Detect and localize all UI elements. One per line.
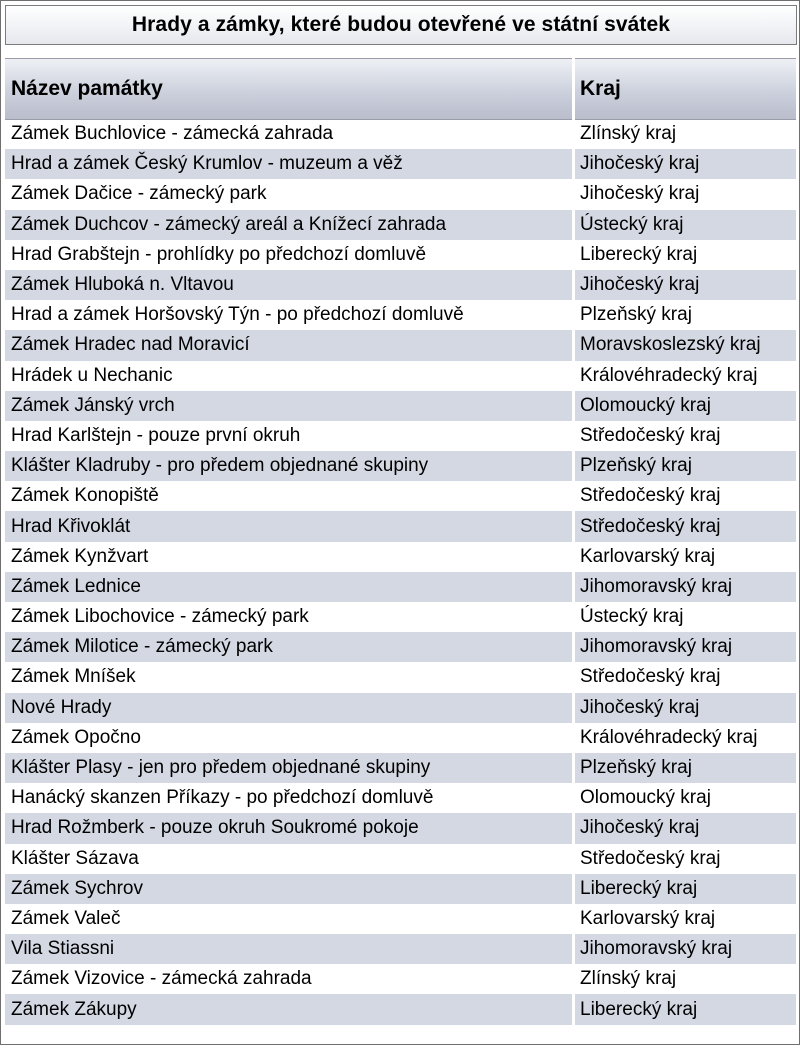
cell-name: Zámek Lednice [11, 575, 141, 597]
cell-region: Karlovarský kraj [580, 545, 716, 567]
cell-region: Jihočeský kraj [580, 696, 700, 718]
table-row [5, 300, 796, 330]
table-row [5, 813, 796, 843]
cell-name: Zámek Konopiště [11, 485, 159, 507]
cell-region: Středočeský kraj [580, 666, 721, 688]
table-row [5, 240, 796, 270]
table-row [5, 210, 796, 240]
table-body [5, 119, 796, 1025]
table-row [5, 964, 796, 994]
cell-name: Zámek Milotice - zámecký park [11, 636, 273, 658]
cell-name: Zámek Hluboká n. Vltavou [11, 274, 234, 296]
cell-name: Hrad Rožmberk - pouze okruh Soukromé pokoje [11, 817, 419, 839]
cell-name: Klášter Sázava [11, 847, 139, 869]
cell-region: Královéhradecký kraj [580, 364, 758, 386]
cell-name: Hrad a zámek Horšovský Týn - po předchozí domluvě [11, 304, 464, 326]
table-row [5, 270, 796, 300]
cell-region: Ústecký kraj [580, 606, 684, 628]
cell-name: Nové Hrady [11, 696, 112, 718]
table-row [5, 119, 796, 149]
table-row [5, 994, 796, 1024]
cell-name: Zámek Hradec nad Moravicí [11, 334, 250, 356]
table-row [5, 844, 796, 874]
cell-region: Zlínský kraj [580, 123, 677, 145]
table-row [5, 391, 796, 421]
cell-name: Vila Stiassni [11, 938, 115, 960]
cell-region: Jihočeský kraj [580, 817, 700, 839]
cell-region: Královéhradecký kraj [580, 726, 758, 748]
cell-region: Liberecký kraj [580, 243, 698, 265]
cell-region: Středočeský kraj [580, 515, 721, 537]
table-row [5, 934, 796, 964]
cell-region: Plzeňský kraj [580, 455, 692, 477]
table-row [5, 149, 796, 179]
column-header-name: Název památky [11, 77, 163, 100]
table-row [5, 874, 796, 904]
cell-name: Zámek Vizovice - zámecká zahrada [11, 968, 312, 990]
cell-region: Středočeský kraj [580, 485, 721, 507]
table-row [5, 662, 796, 692]
cell-region: Jihomoravský kraj [580, 575, 733, 597]
cell-name: Zámek Kynžvart [11, 545, 149, 567]
cell-region: Středočeský kraj [580, 847, 721, 869]
cell-name: Hrad Křivoklát [11, 515, 131, 537]
cell-name: Zámek Zákupy [11, 998, 137, 1020]
cell-region: Liberecký kraj [580, 998, 698, 1020]
column-header-region: Kraj [580, 77, 621, 100]
cell-region: Jihomoravský kraj [580, 636, 733, 658]
cell-region: Plzeňský kraj [580, 757, 692, 779]
table-row [5, 511, 796, 541]
cell-region: Jihočeský kraj [580, 153, 700, 175]
cell-region: Jihočeský kraj [580, 183, 700, 205]
cell-region: Jihočeský kraj [580, 274, 700, 296]
cell-name: Zámek Duchcov - zámecký areál a Knížecí zahrada [11, 213, 447, 235]
table-row [5, 572, 796, 602]
cell-name: Zámek Buchlovice - zámecká zahrada [11, 123, 334, 145]
cell-name: Klášter Plasy - jen pro předem objednané skupiny [11, 757, 431, 779]
cell-region: Karlovarský kraj [580, 907, 716, 929]
cell-name: Zámek Mníšek [11, 666, 136, 688]
table-row [5, 632, 796, 662]
cell-name: Klášter Kladruby - pro předem objednané skupiny [11, 455, 429, 477]
cell-region: Olomoucký kraj [580, 787, 711, 809]
table-row [5, 693, 796, 723]
cell-region: Plzeňský kraj [580, 304, 692, 326]
table-row [5, 602, 796, 632]
cell-region: Liberecký kraj [580, 877, 698, 899]
cell-region: Středočeský kraj [580, 424, 721, 446]
table-row [5, 361, 796, 391]
cell-region: Olomoucký kraj [580, 394, 711, 416]
table-row [5, 481, 796, 511]
table-row [5, 753, 796, 783]
cell-name: Hrad Grabštejn - prohlídky po předchozí domluvě [11, 243, 427, 265]
table-row [5, 421, 796, 451]
cell-name: Zámek Libochovice - zámecký park [11, 606, 309, 628]
cell-name: Zámek Jánský vrch [11, 394, 175, 416]
table-row [5, 904, 796, 934]
column-divider [572, 58, 575, 1028]
cell-name: Hrad Karlštejn - pouze první okruh [11, 424, 301, 446]
table-row [5, 783, 796, 813]
table-row [5, 330, 796, 360]
cell-name: Zámek Valeč [11, 907, 121, 929]
table-header [5, 58, 796, 120]
cell-region: Zlínský kraj [580, 968, 677, 990]
cell-name: Zámek Dačice - zámecký park [11, 183, 267, 205]
table-title: Hrady a zámky, které budou otevřené ve státní svátek [5, 5, 797, 45]
table-row [5, 542, 796, 572]
cell-name: Zámek Sychrov [11, 877, 143, 899]
cell-name: Zámek Opočno [11, 726, 141, 748]
cell-region: Ústecký kraj [580, 213, 684, 235]
cell-name: Hanácký skanzen Příkazy - po předchozí domluvě [11, 787, 434, 809]
cell-name: Hrad a zámek Český Krumlov - muzeum a věž [11, 153, 403, 175]
cell-region: Jihomoravský kraj [580, 938, 733, 960]
table-row [5, 723, 796, 753]
cell-region: Moravskoslezský kraj [580, 334, 761, 356]
table-row [5, 179, 796, 209]
cell-name: Hrádek u Nechanic [11, 364, 173, 386]
table-row [5, 451, 796, 481]
